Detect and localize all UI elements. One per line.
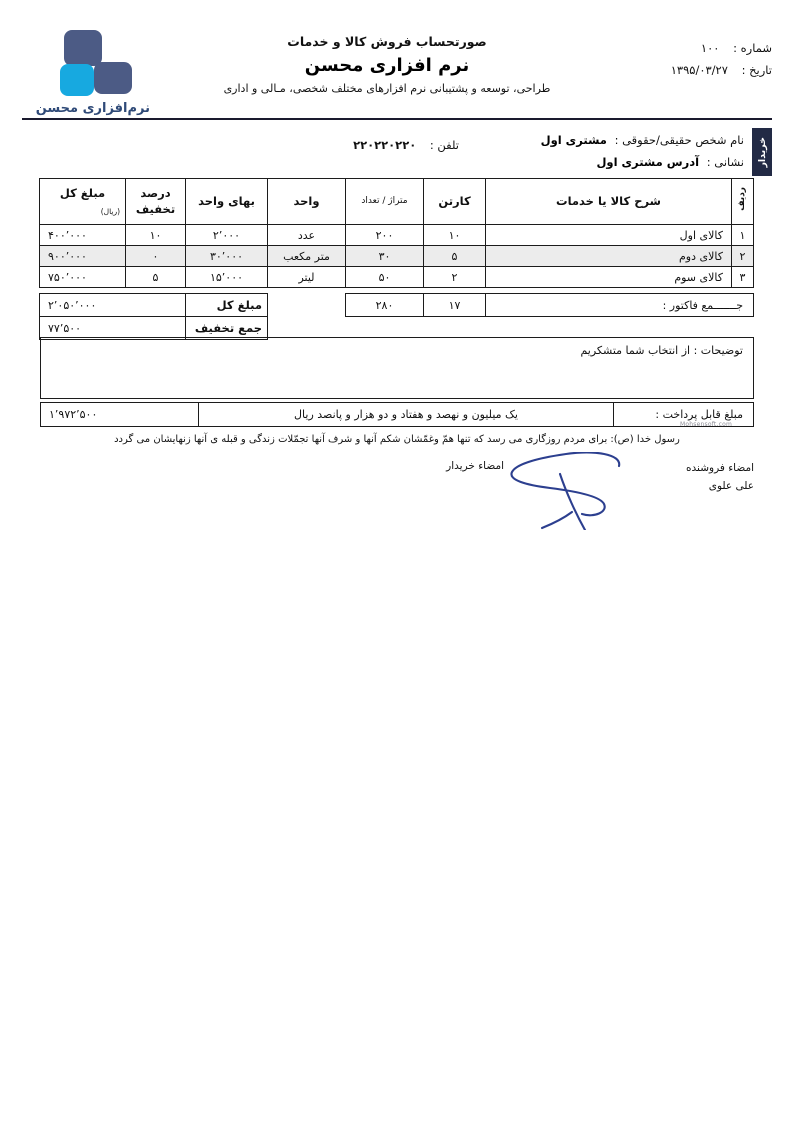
cell-row-number: ۱: [732, 225, 754, 246]
cell-row-number: ۳: [732, 267, 754, 288]
summary-meterage-sum: ۲۸۰: [346, 294, 424, 317]
buyer-tab-label: خریدار: [756, 136, 768, 168]
logo-wordmark: نرم‌افزاری محسن: [35, 101, 150, 116]
payable-amount: ۱٬۹۷۲٬۵۰۰: [41, 403, 199, 427]
cell-discount: ۱۰: [126, 225, 186, 246]
buyer-signature-label: امضاء خریدار: [446, 460, 504, 472]
items-header-row: [40, 179, 754, 225]
table-row: [40, 267, 754, 288]
header-meta: [671, 38, 772, 82]
buyer-name-value: مشتری اول: [540, 133, 607, 147]
document-title: صورتحساب فروش کالا و خدمات: [287, 34, 487, 49]
cell-meterage: ۲۰۰: [346, 225, 424, 246]
cell-carton: ۱۰: [424, 225, 486, 246]
col-header-total: [40, 179, 126, 225]
summary-invoice-sum-label: جـــــــمع فاکتور :: [486, 294, 754, 317]
col-header-discount: [126, 179, 186, 225]
cell-carton: ۵: [424, 246, 486, 267]
summary-table-body: [40, 294, 754, 340]
cell-description: کالای اول: [486, 225, 732, 246]
buyer-name-label: نام شخص حقیقی/حقوقی :: [614, 133, 744, 147]
buyer-phone-value: ۲۲۰۲۲۰۲۲۰: [353, 138, 417, 152]
notes-value: از انتخاب شما متشکریم: [580, 344, 691, 357]
col-header-unit: واحد: [268, 179, 346, 225]
buyer-name-row: [22, 133, 744, 152]
col-header-discount-line1: درصد: [140, 185, 171, 200]
logo-blocks-icon: [46, 28, 150, 106]
summary-discount-total-value: ۷۷٬۵۰۰: [40, 317, 186, 340]
payable-words: یک میلیون و نهصد و هفتاد و دو هزار و پانصد ریال: [199, 403, 614, 427]
items-table: [39, 178, 754, 288]
invoice-number-label: شماره :: [733, 41, 772, 55]
summary-row-total: [40, 294, 754, 317]
footer-hadith: رسول خدا (ص): برای مردم روزگاری می رسد که تنها همّ وغمّشان شکم آنها و شرف آنها تجمّلات زندگی و قبله ی آنها زنهایشان می گردد: [114, 434, 680, 445]
cell-total: ۴۰۰٬۰۰۰: [40, 225, 126, 246]
col-header-discount-line2: تخفیف: [135, 201, 176, 216]
cell-meterage: ۵۰: [346, 267, 424, 288]
handwritten-signature-icon: [454, 452, 634, 530]
col-header-meterage: متراژ / تعداد: [346, 179, 424, 225]
seller-name: علی علوی: [708, 479, 754, 492]
summary-spacer-unit: [268, 294, 346, 317]
watermark-text: Mohsensoft.com: [680, 421, 732, 428]
company-tagline: طراحی، توسعه و پشتیبانی نرم افزارهای مختلف شخصی، مـالی و اداری: [223, 82, 551, 95]
cell-discount: ۵: [126, 267, 186, 288]
col-header-total-label: مبلغ کل: [59, 185, 106, 200]
cell-description: کالای سوم: [486, 267, 732, 288]
buyer-tab: [752, 128, 772, 176]
col-header-total-currency: (ریال): [100, 207, 120, 217]
cell-unit: متر مکعب: [268, 246, 346, 267]
invoice-date-row: [671, 60, 772, 82]
cell-unit: لیتر: [268, 267, 346, 288]
cell-unit-price: ۳۰٬۰۰۰: [186, 246, 268, 267]
buyer-address-label: نشانی :: [706, 155, 744, 169]
col-header-row: [732, 179, 754, 225]
cell-unit-price: ۱۵٬۰۰۰: [186, 267, 268, 288]
col-header-row-label: ردیف: [736, 187, 747, 212]
buyer-phone-label: تلفن :: [429, 138, 459, 152]
invoice-date-label: تاریخ :: [741, 62, 772, 77]
invoice-date-value: ۱۳۹۵/۰۳/۲۷: [670, 62, 728, 77]
summary-table: [39, 293, 754, 340]
payable-label: مبلغ قابل پرداخت :: [614, 403, 754, 427]
notes-label: توضیحات :: [693, 344, 743, 357]
notes-box: [40, 337, 754, 399]
summary-grand-total-value: ۲٬۰۵۰٬۰۰۰: [40, 294, 186, 317]
table-row: [40, 246, 754, 267]
cell-unit: عدد: [268, 225, 346, 246]
cell-meterage: ۳۰: [346, 246, 424, 267]
company-name: نرم افزاری محسن: [304, 55, 470, 76]
items-table-head: [40, 179, 754, 225]
col-header-unit-price: بهای واحد: [186, 179, 268, 225]
buyer-section: [22, 128, 772, 176]
invoice-number-value: ۱۰۰: [700, 41, 720, 55]
header-divider: [22, 118, 772, 120]
buyer-address-value: آدرس مشتری اول: [596, 155, 700, 169]
seller-signature-label: امضاء فروشنده: [686, 462, 754, 474]
cell-unit-price: ۲٬۰۰۰: [186, 225, 268, 246]
cell-discount: ۰: [126, 246, 186, 267]
cell-carton: ۲: [424, 267, 486, 288]
cell-description: کالای دوم: [486, 246, 732, 267]
summary-discount-total-label: جمع تخفیف: [186, 317, 268, 340]
buyer-phone-group: [353, 138, 459, 152]
payable-row: [41, 403, 754, 427]
payable-table-body: [41, 403, 754, 427]
col-header-carton: کارتن: [424, 179, 486, 225]
payable-table: [40, 402, 754, 427]
table-row: [40, 225, 754, 246]
company-logo: [35, 28, 150, 120]
cell-total: ۹۰۰٬۰۰۰: [40, 246, 126, 267]
col-header-description: شرح کالا یا خدمات: [486, 179, 732, 225]
document-header: [22, 22, 772, 117]
buyer-address-row: [22, 155, 744, 169]
seller-signature-block: [686, 460, 754, 496]
summary-carton-sum: ۱۷: [424, 294, 486, 317]
cell-row-number: ۲: [732, 246, 754, 267]
summary-grand-total-label: مبلغ کل: [186, 294, 268, 317]
header-center: [182, 34, 592, 95]
invoice-number-row: [671, 38, 772, 60]
items-table-body: [40, 225, 754, 288]
cell-total: ۷۵۰٬۰۰۰: [40, 267, 126, 288]
